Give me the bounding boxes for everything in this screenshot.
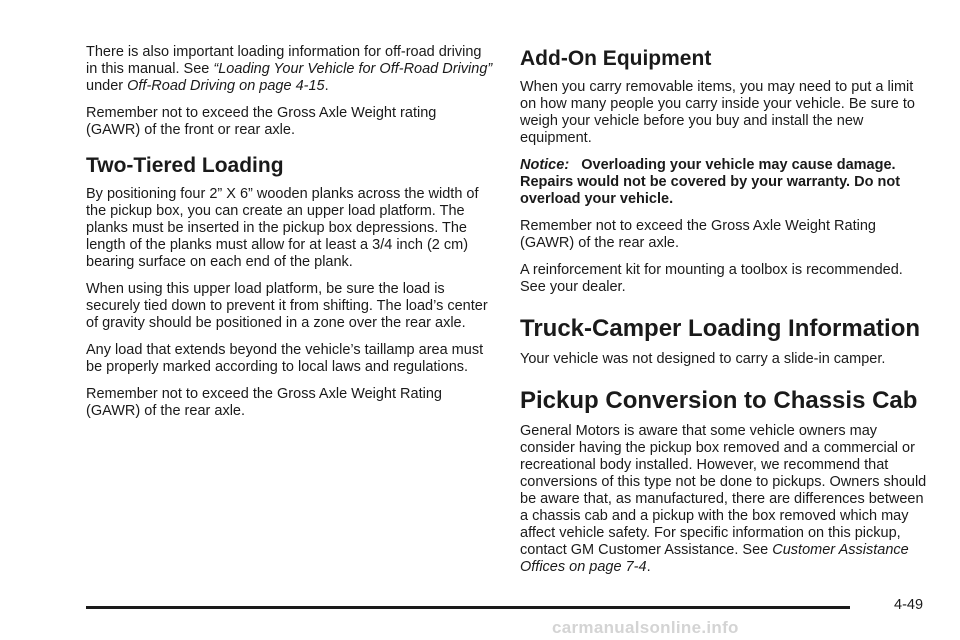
toolbox-paragraph: A reinforcement kit for mounting a toolbox is recommended. See your dealer. (520, 262, 903, 295)
right-column (520, 44, 930, 586)
left-column (86, 44, 494, 430)
customer-assistance-link[interactable]: Customer Assistance Offices on page 7-4 (520, 542, 909, 575)
taillamp-paragraph: Any load that extends beyond the vehicle’s taillamp area must be properly marked according to local laws and regulations. (86, 342, 484, 375)
offroad-driving-link[interactable]: Off-Road Driving on page 4-15 (127, 78, 325, 94)
watermark: carmanualsonline.info (552, 618, 739, 637)
notice-paragraph (520, 157, 930, 208)
planks-paragraph: By positioning four 2” X 6” wooden planks across the width of the pickup box, you can create an upper load platform. The planks must be inserted in the pickup box depressions. The length of the planks must allow for at least a 3/4 inch (2 cm) bearing surface on each end of the plank. (86, 186, 479, 270)
notice-label: Notice: (520, 157, 570, 173)
offroad-info-paragraph: There is also important loading information for off-road driving in this manual. See “Loading Your Vehicle for Off-Road Driving” under Off-Road Driving on page 4-15. (86, 44, 493, 94)
add-on-heading: Add-On Equipment (520, 47, 712, 70)
truck-camper-heading: Truck-Camper Loading Information (520, 315, 921, 342)
two-tiered-heading: Two-Tiered Loading (86, 154, 284, 177)
removable-items-paragraph: When you carry removable items, you may need to put a limit on how many people you carry inside your vehicle. Be sure to weigh your vehicle before you buy and install the new equipment. (520, 79, 915, 146)
notice-text: Overloading your vehicle may cause damage. Repairs would not be covered by your warranty. Do not overload your vehicle. (520, 157, 901, 207)
gawr-front-rear-paragraph: Remember not to exceed the Gross Axle Weight rating (GAWR) of the front or rear axle. (86, 105, 437, 138)
gawr-rear-paragraph: Remember not to exceed the Gross Axle Weight Rating (GAWR) of the rear axle. (86, 386, 442, 419)
camper-paragraph: Your vehicle was not designed to carry a slide-in camper. (520, 351, 886, 367)
upper-platform-paragraph: When using this upper load platform, be sure the load is securely tied down to prevent it from shifting. The load’s center of gravity should be positioned in a zone over the rear axle. (86, 281, 488, 331)
chassis-cab-heading: Pickup Conversion to Chassis Cab (520, 387, 918, 414)
offroad-loading-link[interactable]: “Loading Your Vehicle for Off-Road Driving” (213, 61, 493, 77)
conversion-paragraph: General Motors is aware that some vehicle owners may consider having the pickup box removed and a commercial or recreational body installed. However, we recommend that conversions of this type not be done to pickups. Owners should be aware that, as manufactured, there are differences between a chassis cab and a pickup with the box removed which may affect vehicle safety. For specific information on this pickup, contact GM Customer Assistance. See Customer Assistance Offices on page 7-4. (520, 423, 927, 575)
footer-rule (86, 606, 850, 609)
gawr-rear-paragraph-right: Remember not to exceed the Gross Axle Weight Rating (GAWR) of the rear axle. (520, 218, 876, 251)
page-number: 4-49 (894, 597, 924, 613)
